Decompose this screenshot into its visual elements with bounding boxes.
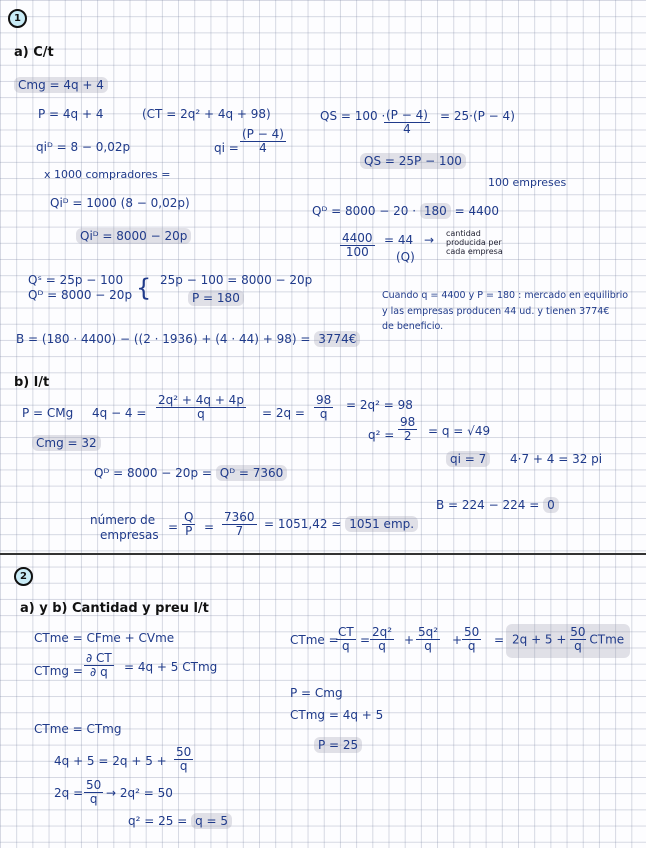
ctme-frac-2-num: 2q²: [372, 625, 393, 639]
section-divider: [0, 553, 646, 555]
system-equation: 25p − 100 = 8000 − 20p: [160, 273, 313, 287]
qi-lhs: qi =: [214, 141, 239, 155]
line-3-lhs: q² = 25 =: [128, 814, 188, 828]
benefit-result: 3774€: [314, 331, 360, 347]
qd-result: Qᴰ = 7360: [216, 465, 288, 481]
eq-fraction-2: [314, 394, 333, 421]
part-b-title: b) l/t: [14, 375, 50, 390]
ctme-frac-2-den: q: [378, 639, 386, 653]
ctme-frac-1: [336, 626, 356, 653]
empreses-label: 100 empreses: [488, 176, 567, 189]
ctme-frac-1-num: CT: [338, 625, 354, 639]
p-equals-cmg-2: P = Cmg: [290, 686, 343, 700]
qs-numerator: (P − 4): [386, 108, 428, 122]
per-firm-denominator: 100: [345, 245, 369, 259]
line-1-num: 50: [176, 745, 192, 759]
ctme-result-a: 2q + 5 +: [512, 632, 567, 647]
line-2-rhs: → 2q² = 50: [106, 786, 173, 800]
qs-fraction: [384, 109, 430, 136]
ctme-right-lhs: CTme =: [290, 633, 339, 647]
arrow-icon: →: [424, 233, 435, 247]
qid-equation: qiᴰ = 8 − 0,02p: [36, 140, 131, 154]
q2-numerator: 98: [400, 415, 416, 429]
cmg-32: Cmg = 32: [32, 435, 101, 451]
num-empresas-eq: =: [168, 520, 179, 534]
num-empresas-7360: 7360: [224, 510, 255, 524]
qd-expression: Qᴰ = 8000 − 20p =: [94, 466, 212, 480]
eq-fraction-1-numerator: 2q² + 4q + 4p: [158, 393, 244, 407]
benefit-b-result: 0: [543, 497, 559, 513]
line-2-fraction: [84, 779, 103, 806]
ctmg-rhs: = 4q + 5 CTmg: [124, 660, 218, 674]
ctme-eq-2: =: [494, 633, 505, 647]
p-equals-cmg: P = CMg: [22, 406, 74, 420]
ex2-title: a) y b) Cantidad y preu l/t: [20, 601, 209, 616]
line-1-den: q: [179, 759, 188, 773]
qd-calc-highlight: 180: [420, 203, 451, 219]
num-empresas-p: P: [185, 524, 193, 538]
ctme-frac-3-den: q: [424, 639, 432, 653]
cuando-note-3: de beneficio.: [382, 321, 444, 332]
q2-rhs: = q = √49: [428, 424, 491, 438]
ctme-frac-3-num: 5q²: [418, 625, 439, 639]
ctme-definition: CTme = CFme + CVme: [34, 631, 175, 645]
num-empresas-eq-2: =: [204, 520, 215, 534]
per-firm-fraction: [340, 232, 375, 259]
ctmg-numerator: ∂ CT: [86, 651, 112, 665]
num-empresas-label-1: número de: [90, 513, 156, 527]
ctme-result-label: CTme: [589, 632, 625, 647]
ctmg-fraction: [84, 652, 114, 679]
qi-denominator: 4: [259, 141, 267, 155]
ctmg-denominator: ∂ q: [90, 665, 108, 679]
benefit-expression: B = (180 · 4400) − ((2 · 1936) + (4 · 44) + 98) =: [16, 332, 311, 346]
compradores-line: x 1000 compradores =: [44, 168, 171, 181]
line-2-num: 50: [86, 778, 102, 792]
ctme-frac-4-den: q: [467, 639, 476, 653]
ctme-result-den: q: [574, 639, 582, 653]
line-3-result: q = 5: [191, 813, 232, 829]
benefit-b-line: [436, 498, 559, 512]
benefit-b-expression: B = 224 − 224 =: [436, 498, 540, 512]
qid-expand: Qiᴰ = 1000 (8 − 0,02p): [50, 196, 190, 210]
per-firm-result: = 44: [384, 233, 414, 247]
per-firm-numerator: 4400: [342, 231, 373, 245]
line-2-den: q: [89, 792, 98, 806]
qid-result: Qiᴰ = 8000 − 20p: [76, 228, 191, 244]
ctme-equals-ctmg: CTme = CTmg: [34, 722, 122, 736]
qs-lhs: QS = 100 ·: [320, 109, 386, 123]
qi-seven: qi = 7: [446, 451, 490, 467]
num-empresas-7: 7: [235, 524, 244, 538]
num-empresas-q: Q: [184, 510, 194, 524]
system-p: P = 180: [188, 290, 244, 306]
qd-line: [94, 466, 287, 480]
num-empresas-result: [264, 517, 418, 531]
cmg-equation: Cmg = 4q + 4: [14, 77, 108, 93]
ctme-frac-2: [370, 626, 394, 653]
ctme-frac-4: [462, 626, 481, 653]
system-qd: Qᴰ = 8000 − 20p: [28, 288, 133, 302]
num-empresas-final: 1051 emp.: [345, 516, 418, 532]
qs-rhs: = 25·(P − 4): [440, 109, 515, 123]
qs-result: QS = 25P − 100: [360, 153, 466, 169]
system-qs: Qˢ = 25p − 100: [28, 273, 124, 287]
ctme-frac-4-num: 50: [464, 625, 480, 639]
ctme-frac-3: [416, 626, 440, 653]
ctmg-2: CTmg = 4q + 5: [290, 708, 384, 722]
qd-calc-b: = 4400: [454, 204, 500, 218]
ct-equation: (CT = 2q² + 4q + 98): [142, 107, 271, 121]
q2-lhs: q² =: [368, 428, 395, 442]
num-empresas-label-2: empresas: [100, 528, 159, 542]
ctmg-lhs: CTmg =: [34, 664, 83, 678]
qi-numerator: (P − 4): [242, 127, 284, 141]
eq-rhs: = 2q² = 98: [346, 398, 413, 412]
q2-fraction: [398, 416, 417, 443]
line-3: [128, 814, 232, 828]
ctme-result-frac: [570, 626, 585, 653]
qi-fraction: [240, 128, 286, 155]
qd-calc: [312, 204, 499, 218]
q2-denominator: 2: [403, 429, 412, 443]
eq-fraction-2-denominator: q: [319, 407, 328, 421]
qd-calc-a: Qᴰ = 8000 − 20 ·: [312, 204, 417, 218]
ctme-plus-1: +: [404, 633, 415, 647]
cuando-note-1: Cuando q = 4400 y P = 180 : mercado en equilibrio: [382, 290, 629, 301]
ctme-result-num: 50: [570, 625, 586, 639]
p-25: P = 25: [314, 737, 362, 753]
line-1-lhs: 4q + 5 = 2q + 5 +: [54, 754, 167, 768]
ctme-plus-2: +: [452, 633, 463, 647]
exercise-2-number: 2: [14, 567, 33, 586]
brace-icon: {: [136, 274, 152, 302]
ctme-eq-1: =: [360, 633, 371, 647]
eq-fraction-1: [156, 394, 246, 421]
ctme-result: [506, 624, 630, 658]
exercise-1-number: 1: [8, 9, 27, 28]
cuando-note-2: y las empresas producen 44 ud. y tienen 3774€: [382, 306, 610, 317]
eq-fraction-1-denominator: q: [197, 407, 205, 421]
part-a-title: a) C/t: [14, 45, 54, 60]
num-empresas-fraction-1: [182, 511, 195, 538]
num-empresas-fraction-2: [222, 511, 257, 538]
p-equation: P = 4q + 4: [38, 107, 104, 121]
line-1-fraction: [174, 746, 193, 773]
num-empresas-approx: = 1051,42 ≃: [264, 517, 342, 531]
eq-lhs: 4q − 4 =: [92, 406, 147, 420]
eq-middle: = 2q =: [262, 406, 305, 420]
qs-denominator: 4: [403, 122, 411, 136]
cantidad-note: cantidad producida per cada empresa: [446, 229, 503, 256]
benefit-line: [16, 332, 360, 346]
ctme-frac-1-den: q: [342, 639, 350, 653]
eq-fraction-2-numerator: 98: [316, 393, 332, 407]
per-firm-q-label: (Q): [396, 250, 415, 264]
line-2-lhs: 2q =: [54, 786, 84, 800]
price-calc: 4·7 + 4 = 32 pi: [510, 452, 603, 466]
